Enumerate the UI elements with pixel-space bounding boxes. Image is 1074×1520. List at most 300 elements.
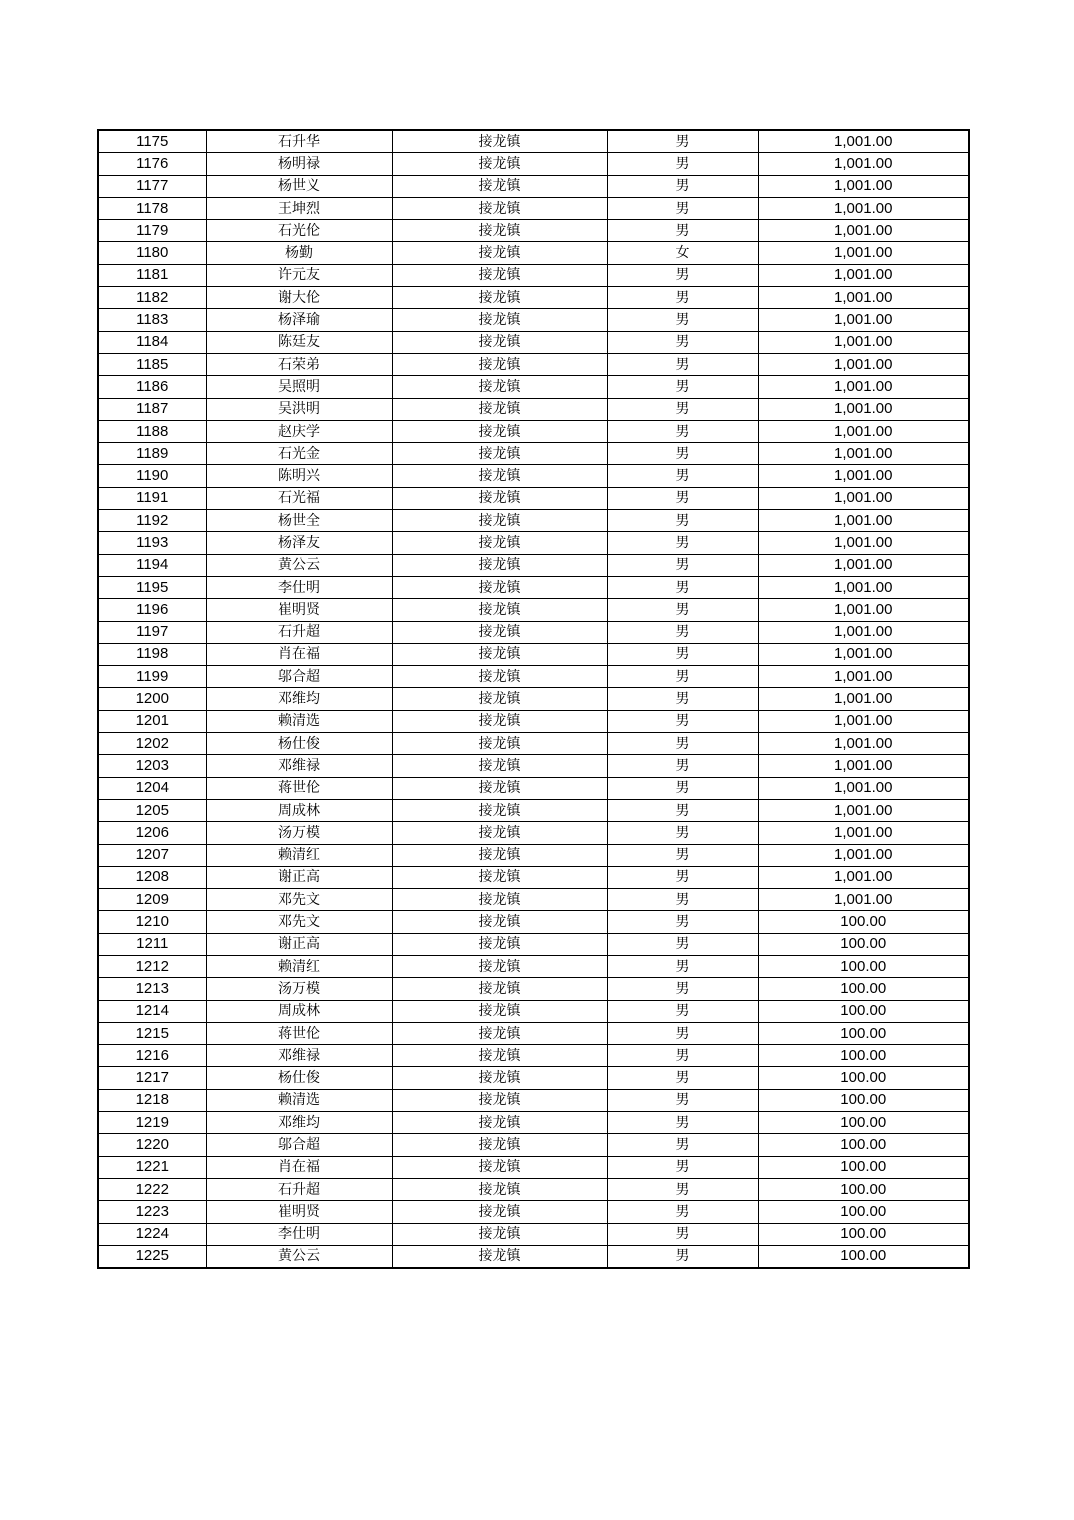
name-cell: 邓维均 xyxy=(206,688,392,710)
gender-cell: 男 xyxy=(607,733,758,755)
amount-cell: 1,001.00 xyxy=(758,599,969,621)
row-number-cell: 1182 xyxy=(98,287,206,309)
town-cell: 接龙镇 xyxy=(392,688,607,710)
town-cell: 接龙镇 xyxy=(392,710,607,732)
row-number-cell: 1210 xyxy=(98,911,206,933)
row-number-cell: 1184 xyxy=(98,331,206,353)
row-number-cell: 1191 xyxy=(98,487,206,509)
town-cell: 接龙镇 xyxy=(392,242,607,264)
gender-cell: 男 xyxy=(607,688,758,710)
name-cell: 石荣弟 xyxy=(206,353,392,375)
name-cell: 邓维禄 xyxy=(206,755,392,777)
row-number-cell: 1206 xyxy=(98,822,206,844)
table-row xyxy=(98,666,969,688)
name-cell: 杨世全 xyxy=(206,510,392,532)
amount-cell: 1,001.00 xyxy=(758,443,969,465)
name-cell: 谢大伦 xyxy=(206,287,392,309)
amount-cell: 1,001.00 xyxy=(758,643,969,665)
name-cell: 崔明贤 xyxy=(206,599,392,621)
name-cell: 杨世义 xyxy=(206,175,392,197)
name-cell: 陈廷友 xyxy=(206,331,392,353)
amount-cell: 1,001.00 xyxy=(758,510,969,532)
amount-cell: 100.00 xyxy=(758,955,969,977)
row-number-cell: 1217 xyxy=(98,1067,206,1089)
gender-cell: 男 xyxy=(607,1134,758,1156)
town-cell: 接龙镇 xyxy=(392,1022,607,1044)
row-number-cell: 1180 xyxy=(98,242,206,264)
amount-cell: 100.00 xyxy=(758,1223,969,1245)
row-number-cell: 1222 xyxy=(98,1178,206,1200)
row-number-cell: 1224 xyxy=(98,1223,206,1245)
name-cell: 杨勤 xyxy=(206,242,392,264)
amount-cell: 100.00 xyxy=(758,1045,969,1067)
amount-cell: 1,001.00 xyxy=(758,465,969,487)
gender-cell: 男 xyxy=(607,978,758,1000)
name-cell: 黄公云 xyxy=(206,554,392,576)
gender-cell: 男 xyxy=(607,755,758,777)
amount-cell: 1,001.00 xyxy=(758,153,969,175)
name-cell: 崔明贤 xyxy=(206,1201,392,1223)
gender-cell: 男 xyxy=(607,933,758,955)
gender-cell: 男 xyxy=(607,1000,758,1022)
town-cell: 接龙镇 xyxy=(392,1134,607,1156)
name-cell: 周成林 xyxy=(206,799,392,821)
gender-cell: 男 xyxy=(607,554,758,576)
name-cell: 陈明兴 xyxy=(206,465,392,487)
row-number-cell: 1214 xyxy=(98,1000,206,1022)
gender-cell: 女 xyxy=(607,242,758,264)
amount-cell: 1,001.00 xyxy=(758,822,969,844)
gender-cell: 男 xyxy=(607,1089,758,1111)
row-number-cell: 1211 xyxy=(98,933,206,955)
town-cell: 接龙镇 xyxy=(392,1156,607,1178)
amount-cell: 100.00 xyxy=(758,1000,969,1022)
name-cell: 吴洪明 xyxy=(206,398,392,420)
amount-cell: 1,001.00 xyxy=(758,844,969,866)
table-row xyxy=(98,844,969,866)
town-cell: 接龙镇 xyxy=(392,465,607,487)
table-row xyxy=(98,1000,969,1022)
table-row xyxy=(98,978,969,1000)
table-row xyxy=(98,353,969,375)
row-number-cell: 1201 xyxy=(98,710,206,732)
table-row xyxy=(98,532,969,554)
gender-cell: 男 xyxy=(607,576,758,598)
gender-cell: 男 xyxy=(607,510,758,532)
town-cell: 接龙镇 xyxy=(392,376,607,398)
name-cell: 杨泽友 xyxy=(206,532,392,554)
row-number-cell: 1203 xyxy=(98,755,206,777)
town-cell: 接龙镇 xyxy=(392,487,607,509)
row-number-cell: 1194 xyxy=(98,554,206,576)
gender-cell: 男 xyxy=(607,844,758,866)
town-cell: 接龙镇 xyxy=(392,733,607,755)
amount-cell: 1,001.00 xyxy=(758,621,969,643)
row-number-cell: 1187 xyxy=(98,398,206,420)
table-row xyxy=(98,822,969,844)
row-number-cell: 1212 xyxy=(98,955,206,977)
amount-cell: 100.00 xyxy=(758,1134,969,1156)
row-number-cell: 1208 xyxy=(98,866,206,888)
table-row xyxy=(98,1022,969,1044)
name-cell: 邓维均 xyxy=(206,1112,392,1134)
name-cell: 黄公云 xyxy=(206,1245,392,1268)
gender-cell: 男 xyxy=(607,889,758,911)
row-number-cell: 1207 xyxy=(98,844,206,866)
gender-cell: 男 xyxy=(607,420,758,442)
town-cell: 接龙镇 xyxy=(392,822,607,844)
row-number-cell: 1177 xyxy=(98,175,206,197)
table-row xyxy=(98,309,969,331)
amount-cell: 1,001.00 xyxy=(758,309,969,331)
gender-cell: 男 xyxy=(607,353,758,375)
table-row xyxy=(98,264,969,286)
table-row xyxy=(98,599,969,621)
row-number-cell: 1225 xyxy=(98,1245,206,1268)
gender-cell: 男 xyxy=(607,443,758,465)
name-cell: 赖清选 xyxy=(206,1089,392,1111)
table-row xyxy=(98,1223,969,1245)
town-cell: 接龙镇 xyxy=(392,911,607,933)
table-row xyxy=(98,242,969,264)
name-cell: 杨明禄 xyxy=(206,153,392,175)
town-cell: 接龙镇 xyxy=(392,1201,607,1223)
gender-cell: 男 xyxy=(607,287,758,309)
name-cell: 肖在福 xyxy=(206,1156,392,1178)
table-row xyxy=(98,1245,969,1268)
row-number-cell: 1213 xyxy=(98,978,206,1000)
name-cell: 杨泽瑜 xyxy=(206,309,392,331)
amount-cell: 1,001.00 xyxy=(758,532,969,554)
amount-cell: 100.00 xyxy=(758,1022,969,1044)
table-row xyxy=(98,554,969,576)
gender-cell: 男 xyxy=(607,175,758,197)
row-number-cell: 1221 xyxy=(98,1156,206,1178)
town-cell: 接龙镇 xyxy=(392,287,607,309)
gender-cell: 男 xyxy=(607,955,758,977)
town-cell: 接龙镇 xyxy=(392,420,607,442)
name-cell: 邬合超 xyxy=(206,666,392,688)
gender-cell: 男 xyxy=(607,1245,758,1268)
table-row xyxy=(98,331,969,353)
name-cell: 邓先文 xyxy=(206,889,392,911)
row-number-cell: 1199 xyxy=(98,666,206,688)
row-number-cell: 1186 xyxy=(98,376,206,398)
town-cell: 接龙镇 xyxy=(392,799,607,821)
table-row xyxy=(98,777,969,799)
table-row xyxy=(98,1089,969,1111)
town-cell: 接龙镇 xyxy=(392,1223,607,1245)
name-cell: 周成林 xyxy=(206,1000,392,1022)
name-cell: 汤万模 xyxy=(206,978,392,1000)
name-cell: 许元友 xyxy=(206,264,392,286)
name-cell: 肖在福 xyxy=(206,643,392,665)
town-cell: 接龙镇 xyxy=(392,777,607,799)
row-number-cell: 1202 xyxy=(98,733,206,755)
gender-cell: 男 xyxy=(607,621,758,643)
gender-cell: 男 xyxy=(607,777,758,799)
row-number-cell: 1196 xyxy=(98,599,206,621)
table-row xyxy=(98,911,969,933)
row-number-cell: 1219 xyxy=(98,1112,206,1134)
table-row xyxy=(98,688,969,710)
town-cell: 接龙镇 xyxy=(392,1000,607,1022)
gender-cell: 男 xyxy=(607,264,758,286)
amount-cell: 100.00 xyxy=(758,1201,969,1223)
town-cell: 接龙镇 xyxy=(392,130,607,153)
row-number-cell: 1216 xyxy=(98,1045,206,1067)
amount-cell: 1,001.00 xyxy=(758,130,969,153)
amount-cell: 1,001.00 xyxy=(758,376,969,398)
town-cell: 接龙镇 xyxy=(392,599,607,621)
gender-cell: 男 xyxy=(607,911,758,933)
amount-cell: 1,001.00 xyxy=(758,554,969,576)
name-cell: 吴照明 xyxy=(206,376,392,398)
town-cell: 接龙镇 xyxy=(392,1089,607,1111)
town-cell: 接龙镇 xyxy=(392,1067,607,1089)
amount-cell: 1,001.00 xyxy=(758,287,969,309)
town-cell: 接龙镇 xyxy=(392,1245,607,1268)
gender-cell: 男 xyxy=(607,331,758,353)
amount-cell: 1,001.00 xyxy=(758,777,969,799)
gender-cell: 男 xyxy=(607,1156,758,1178)
row-number-cell: 1197 xyxy=(98,621,206,643)
amount-cell: 100.00 xyxy=(758,1245,969,1268)
town-cell: 接龙镇 xyxy=(392,1045,607,1067)
table-row xyxy=(98,1112,969,1134)
town-cell: 接龙镇 xyxy=(392,1178,607,1200)
table-row xyxy=(98,465,969,487)
town-cell: 接龙镇 xyxy=(392,643,607,665)
table-row xyxy=(98,710,969,732)
gender-cell: 男 xyxy=(607,599,758,621)
town-cell: 接龙镇 xyxy=(392,309,607,331)
table-row xyxy=(98,420,969,442)
table-row xyxy=(98,576,969,598)
amount-cell: 1,001.00 xyxy=(758,175,969,197)
gender-cell: 男 xyxy=(607,710,758,732)
table-row xyxy=(98,755,969,777)
table-row xyxy=(98,130,969,153)
name-cell: 李仕明 xyxy=(206,1223,392,1245)
town-cell: 接龙镇 xyxy=(392,576,607,598)
name-cell: 邬合超 xyxy=(206,1134,392,1156)
town-cell: 接龙镇 xyxy=(392,153,607,175)
table-row xyxy=(98,799,969,821)
amount-cell: 100.00 xyxy=(758,1112,969,1134)
gender-cell: 男 xyxy=(607,643,758,665)
name-cell: 石光福 xyxy=(206,487,392,509)
name-cell: 石升超 xyxy=(206,1178,392,1200)
roster-table xyxy=(97,129,970,1269)
town-cell: 接龙镇 xyxy=(392,510,607,532)
table-row xyxy=(98,1178,969,1200)
town-cell: 接龙镇 xyxy=(392,331,607,353)
name-cell: 赖清选 xyxy=(206,710,392,732)
table-row xyxy=(98,287,969,309)
amount-cell: 1,001.00 xyxy=(758,866,969,888)
amount-cell: 1,001.00 xyxy=(758,353,969,375)
amount-cell: 1,001.00 xyxy=(758,733,969,755)
town-cell: 接龙镇 xyxy=(392,443,607,465)
row-number-cell: 1215 xyxy=(98,1022,206,1044)
amount-cell: 100.00 xyxy=(758,911,969,933)
gender-cell: 男 xyxy=(607,398,758,420)
town-cell: 接龙镇 xyxy=(392,264,607,286)
amount-cell: 100.00 xyxy=(758,978,969,1000)
table-row xyxy=(98,733,969,755)
name-cell: 邓先文 xyxy=(206,911,392,933)
amount-cell: 1,001.00 xyxy=(758,688,969,710)
table-row xyxy=(98,621,969,643)
gender-cell: 男 xyxy=(607,532,758,554)
name-cell: 谢正高 xyxy=(206,933,392,955)
roster-body xyxy=(98,130,969,1268)
name-cell: 杨仕俊 xyxy=(206,733,392,755)
row-number-cell: 1192 xyxy=(98,510,206,532)
town-cell: 接龙镇 xyxy=(392,398,607,420)
town-cell: 接龙镇 xyxy=(392,532,607,554)
amount-cell: 100.00 xyxy=(758,1089,969,1111)
gender-cell: 男 xyxy=(607,487,758,509)
gender-cell: 男 xyxy=(607,1067,758,1089)
town-cell: 接龙镇 xyxy=(392,220,607,242)
row-number-cell: 1188 xyxy=(98,420,206,442)
gender-cell: 男 xyxy=(607,1223,758,1245)
table-row xyxy=(98,1156,969,1178)
gender-cell: 男 xyxy=(607,309,758,331)
gender-cell: 男 xyxy=(607,197,758,219)
town-cell: 接龙镇 xyxy=(392,955,607,977)
table-row xyxy=(98,487,969,509)
gender-cell: 男 xyxy=(607,666,758,688)
table-row xyxy=(98,175,969,197)
name-cell: 石升华 xyxy=(206,130,392,153)
row-number-cell: 1181 xyxy=(98,264,206,286)
amount-cell: 100.00 xyxy=(758,1156,969,1178)
row-number-cell: 1179 xyxy=(98,220,206,242)
gender-cell: 男 xyxy=(607,1022,758,1044)
table-row xyxy=(98,197,969,219)
town-cell: 接龙镇 xyxy=(392,889,607,911)
row-number-cell: 1220 xyxy=(98,1134,206,1156)
table-row xyxy=(98,866,969,888)
table-row xyxy=(98,933,969,955)
row-number-cell: 1218 xyxy=(98,1089,206,1111)
amount-cell: 1,001.00 xyxy=(758,331,969,353)
row-number-cell: 1205 xyxy=(98,799,206,821)
gender-cell: 男 xyxy=(607,130,758,153)
name-cell: 石光伦 xyxy=(206,220,392,242)
amount-cell: 1,001.00 xyxy=(758,755,969,777)
row-number-cell: 1176 xyxy=(98,153,206,175)
name-cell: 杨仕俊 xyxy=(206,1067,392,1089)
row-number-cell: 1175 xyxy=(98,130,206,153)
table-row xyxy=(98,398,969,420)
row-number-cell: 1189 xyxy=(98,443,206,465)
name-cell: 邓维禄 xyxy=(206,1045,392,1067)
table-row xyxy=(98,443,969,465)
table-row xyxy=(98,955,969,977)
row-number-cell: 1198 xyxy=(98,643,206,665)
table-row xyxy=(98,643,969,665)
gender-cell: 男 xyxy=(607,1112,758,1134)
amount-cell: 1,001.00 xyxy=(758,242,969,264)
table-row xyxy=(98,220,969,242)
name-cell: 蒋世伦 xyxy=(206,777,392,799)
town-cell: 接龙镇 xyxy=(392,554,607,576)
town-cell: 接龙镇 xyxy=(392,978,607,1000)
amount-cell: 100.00 xyxy=(758,1067,969,1089)
name-cell: 王坤烈 xyxy=(206,197,392,219)
town-cell: 接龙镇 xyxy=(392,866,607,888)
town-cell: 接龙镇 xyxy=(392,197,607,219)
name-cell: 石升超 xyxy=(206,621,392,643)
amount-cell: 100.00 xyxy=(758,933,969,955)
town-cell: 接龙镇 xyxy=(392,621,607,643)
town-cell: 接龙镇 xyxy=(392,755,607,777)
table-row xyxy=(98,1134,969,1156)
amount-cell: 100.00 xyxy=(758,1178,969,1200)
name-cell: 汤万模 xyxy=(206,822,392,844)
row-number-cell: 1195 xyxy=(98,576,206,598)
row-number-cell: 1183 xyxy=(98,309,206,331)
row-number-cell: 1209 xyxy=(98,889,206,911)
table-row xyxy=(98,510,969,532)
amount-cell: 1,001.00 xyxy=(758,487,969,509)
gender-cell: 男 xyxy=(607,465,758,487)
name-cell: 谢正高 xyxy=(206,866,392,888)
amount-cell: 1,001.00 xyxy=(758,220,969,242)
town-cell: 接龙镇 xyxy=(392,175,607,197)
table-row xyxy=(98,1067,969,1089)
name-cell: 石光金 xyxy=(206,443,392,465)
name-cell: 赖清红 xyxy=(206,844,392,866)
gender-cell: 男 xyxy=(607,220,758,242)
name-cell: 蒋世伦 xyxy=(206,1022,392,1044)
gender-cell: 男 xyxy=(607,866,758,888)
gender-cell: 男 xyxy=(607,1178,758,1200)
amount-cell: 1,001.00 xyxy=(758,420,969,442)
amount-cell: 1,001.00 xyxy=(758,889,969,911)
gender-cell: 男 xyxy=(607,799,758,821)
gender-cell: 男 xyxy=(607,1201,758,1223)
amount-cell: 1,001.00 xyxy=(758,666,969,688)
table-row xyxy=(98,376,969,398)
amount-cell: 1,001.00 xyxy=(758,576,969,598)
row-number-cell: 1193 xyxy=(98,532,206,554)
gender-cell: 男 xyxy=(607,376,758,398)
amount-cell: 1,001.00 xyxy=(758,799,969,821)
row-number-cell: 1178 xyxy=(98,197,206,219)
town-cell: 接龙镇 xyxy=(392,933,607,955)
table-row xyxy=(98,1201,969,1223)
town-cell: 接龙镇 xyxy=(392,1112,607,1134)
table-row xyxy=(98,1045,969,1067)
row-number-cell: 1190 xyxy=(98,465,206,487)
row-number-cell: 1185 xyxy=(98,353,206,375)
amount-cell: 1,001.00 xyxy=(758,197,969,219)
town-cell: 接龙镇 xyxy=(392,666,607,688)
amount-cell: 1,001.00 xyxy=(758,398,969,420)
table-row xyxy=(98,153,969,175)
row-number-cell: 1223 xyxy=(98,1201,206,1223)
amount-cell: 1,001.00 xyxy=(758,710,969,732)
gender-cell: 男 xyxy=(607,822,758,844)
name-cell: 李仕明 xyxy=(206,576,392,598)
row-number-cell: 1204 xyxy=(98,777,206,799)
table-row xyxy=(98,889,969,911)
